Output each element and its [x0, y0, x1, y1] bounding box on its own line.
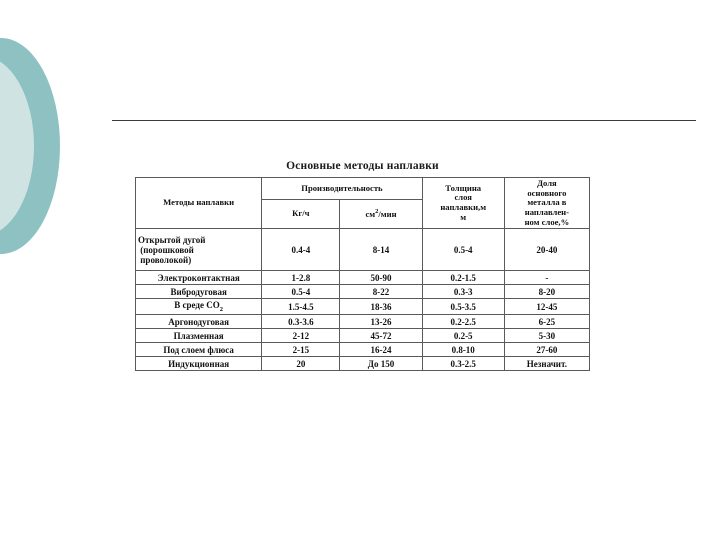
cell-share: - — [504, 271, 589, 285]
cell-method: Открытой дугой (порошковой проволокой) — [136, 229, 262, 271]
cell-thickness: 0.5-3.5 — [422, 299, 504, 315]
cell-cm2: 13-26 — [340, 315, 422, 329]
header-unit-cm2: $см^2$/мин — [340, 200, 422, 229]
cell-method: Индукционная — [136, 357, 262, 371]
table-row — [136, 357, 590, 371]
header-productivity: Производительность — [262, 178, 422, 200]
header-methods: Методы наплавки — [136, 178, 262, 229]
cell-cm2: 45-72 — [340, 329, 422, 343]
header-thickness: Толщина слоя наплавки,м м — [422, 178, 504, 229]
table-caption: Основные методы наплавки — [286, 160, 439, 172]
cell-cm2: 8-22 — [340, 285, 422, 299]
header-unit-kg: Кг/ч — [262, 200, 340, 229]
cell-thickness: 0.3-3 — [422, 285, 504, 299]
table-body — [136, 229, 590, 371]
header-share: Доля основного металла в наплавлен- ном слое,% — [504, 178, 589, 229]
cell-share: 5-30 — [504, 329, 589, 343]
cell-method: Под слоем флюса — [136, 343, 262, 357]
cell-share: 20-40 — [504, 229, 589, 271]
cell-cm2: До 150 — [340, 357, 422, 371]
cell-share: 6-25 — [504, 315, 589, 329]
table-row — [136, 343, 590, 357]
cell-thickness: 0.5-4 — [422, 229, 504, 271]
cell-kg: 2-15 — [262, 343, 340, 357]
table-row — [136, 271, 590, 285]
table-header-row-1 — [136, 178, 590, 200]
cell-method: В среде $СО_2$ — [136, 299, 262, 315]
cell-method: Плазменная — [136, 329, 262, 343]
table-row — [136, 229, 590, 271]
cell-method: Электроконтактная — [136, 271, 262, 285]
cell-share: 27-60 — [504, 343, 589, 357]
cell-cm2: 50-90 — [340, 271, 422, 285]
table-container — [135, 160, 590, 371]
cell-thickness: 0.2-2.5 — [422, 315, 504, 329]
cell-kg: 1.5-4.5 — [262, 299, 340, 315]
cell-thickness: 0.3-2.5 — [422, 357, 504, 371]
surfacing-methods-table — [135, 177, 590, 371]
cell-share: 12-45 — [504, 299, 589, 315]
header-divider — [112, 120, 696, 121]
cell-thickness: 0.8-10 — [422, 343, 504, 357]
cell-method: Вибродуговая — [136, 285, 262, 299]
cell-kg: 2-12 — [262, 329, 340, 343]
cell-kg: 0.3-3.6 — [262, 315, 340, 329]
cell-kg: 1-2.8 — [262, 271, 340, 285]
table-row — [136, 299, 590, 315]
page-title — [112, 84, 696, 102]
cell-kg: 0.4-4 — [262, 229, 340, 271]
cell-cm2: 18-36 — [340, 299, 422, 315]
cell-kg: 0.5-4 — [262, 285, 340, 299]
table-row — [136, 329, 590, 343]
cell-cm2: 8-14 — [340, 229, 422, 271]
cell-thickness: 0.2-5 — [422, 329, 504, 343]
cell-thickness: 0.2-1.5 — [422, 271, 504, 285]
cell-kg: 20 — [262, 357, 340, 371]
cell-share: 8-20 — [504, 285, 589, 299]
table-row — [136, 315, 590, 329]
cell-share: Незначит. — [504, 357, 589, 371]
cell-method: Аргонодуговая — [136, 315, 262, 329]
cell-cm2: 16-24 — [340, 343, 422, 357]
table-row — [136, 285, 590, 299]
